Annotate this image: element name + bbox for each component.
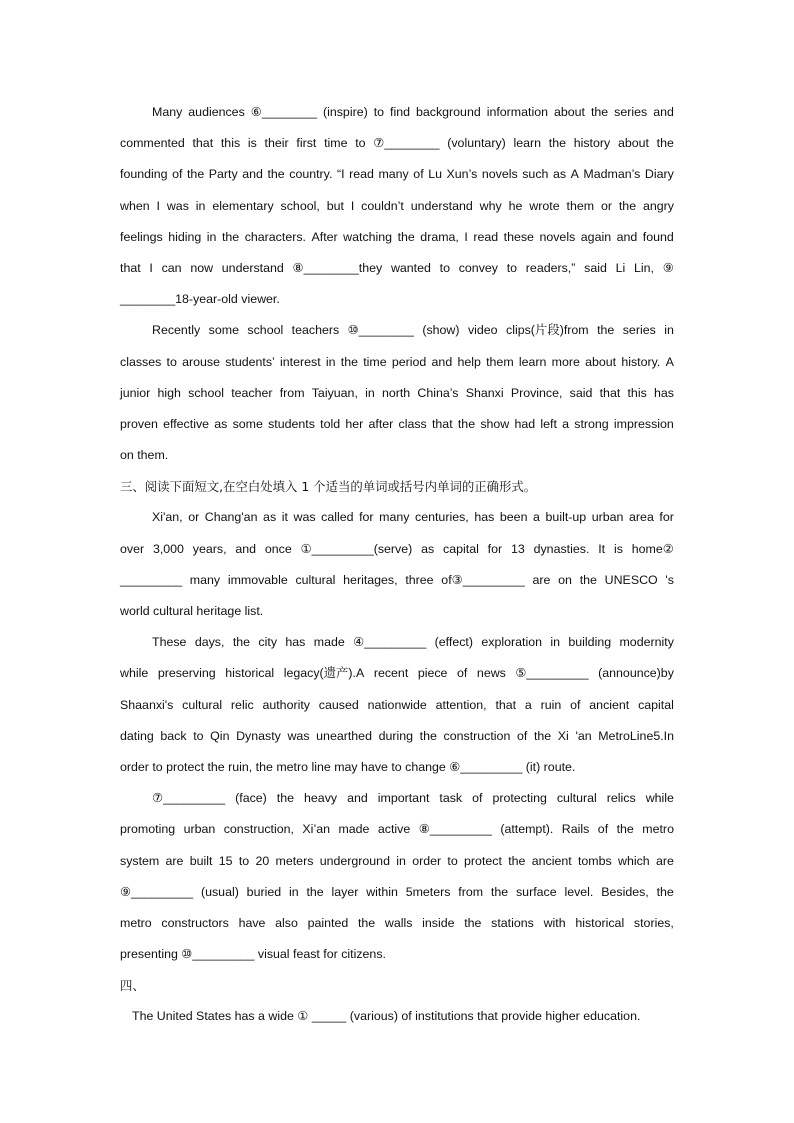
section3-paragraph-2 bbox=[120, 627, 674, 783]
text-line: system are built 15 to 20 meters underground in order to protect the ancient tombs which are bbox=[120, 853, 674, 868]
text-line: proven effective as some students told her after class that the show had left a strong impression bbox=[120, 416, 674, 431]
section3-paragraph-1 bbox=[120, 502, 674, 627]
text-line: over 3,000 years, and once ①_________(serve) as capital for 13 dynasties. It is home② bbox=[120, 541, 674, 556]
text-line: ________18-year-old viewer. bbox=[120, 292, 280, 307]
text-line: promoting urban construction, Xi’an made active ⑧_________ (attempt). Rails of the metro bbox=[120, 822, 674, 837]
passage3-paragraph-10 bbox=[120, 315, 674, 471]
section3-heading: 三、阅读下面短文,在空白处填入 1 个适当的单词或括号内单词的正确形式。 bbox=[120, 479, 537, 495]
text-line: _________ many immovable cultural heritages, three of③_________ are on the UNESCO 's bbox=[120, 572, 674, 587]
text-line: junior high school teacher from Taiyuan, in north China’s Shanxi Province, said that this has bbox=[120, 385, 674, 400]
text-line: that I can now understand ⑧________they wanted to convey to readers,” said Li Lin, ⑨ bbox=[120, 260, 674, 275]
text-line: Xi'an, or Chang'an as it was called for many centuries, has been a built-up urban area for bbox=[152, 510, 674, 525]
text-line: Shaanxi's cultural relic authority caused nationwide attention, that a ruin of ancient capital bbox=[120, 697, 674, 712]
section4-heading: 四、 bbox=[120, 978, 145, 994]
text-line: presenting ⑩_________ visual feast for citizens. bbox=[120, 947, 386, 962]
text-line: classes to arouse students’ interest in the time period and help them learn more about history. A bbox=[120, 354, 674, 369]
text-line: while preserving historical legacy(遗产).A recent piece of news ⑤_________ (announce)by bbox=[120, 666, 674, 681]
section3-paragraph-3 bbox=[120, 783, 674, 970]
passage3-paragraph-6to9 bbox=[120, 97, 674, 315]
text-line: The United States has a wide ① _____ (various) of institutions that provide higher education. bbox=[132, 1009, 641, 1024]
text-line: founding of the Party and the country. “I read many of Lu Xun’s novels such as A Madman’s Diary bbox=[120, 167, 674, 182]
text-line: when I was in elementary school, but I couldn’t understand why he wrote them or the angry bbox=[120, 198, 674, 213]
document-page bbox=[120, 97, 674, 1033]
text-line: commented that this is their first time to ⑦________ (voluntary) learn the history about the bbox=[120, 136, 674, 151]
text-line: order to protect the ruin, the metro line may have to change ⑥_________ (it) route. bbox=[120, 759, 576, 774]
text-line: dating back to Qin Dynasty was unearthed during the construction of the Xi 'an MetroLine5.In bbox=[120, 728, 674, 743]
text-line: Recently some school teachers ⑩________ (show) video clips(片段)from the series in bbox=[152, 323, 674, 338]
text-line: feelings hiding in the characters. After watching the drama, I read these novels again and found bbox=[120, 229, 674, 244]
text-line: world cultural heritage list. bbox=[120, 604, 264, 618]
text-line: ⑨_________ (usual) buried in the layer within 5meters from the surface level. Besides, the bbox=[120, 884, 674, 899]
text-line: metro constructors have also painted the walls inside the stations with historical stories, bbox=[120, 915, 674, 930]
text-line: ⑦_________ (face) the heavy and important task of protecting cultural relics while bbox=[152, 791, 674, 806]
section4-paragraph-1 bbox=[120, 1001, 674, 1032]
text-line: on them. bbox=[120, 448, 169, 463]
text-line: Many audiences ⑥________ (inspire) to find background information about the series and bbox=[152, 105, 674, 119]
text-line: These days, the city has made ④_________ (effect) exploration in building modernity bbox=[152, 635, 674, 650]
